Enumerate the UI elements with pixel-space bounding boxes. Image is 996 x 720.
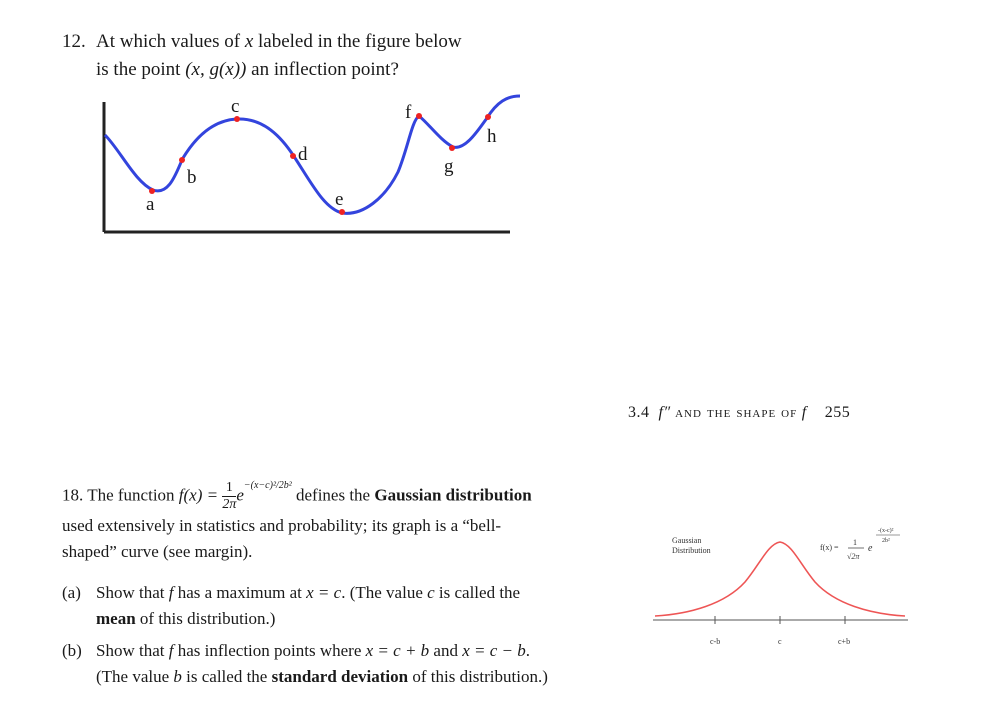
text-segment: has inflection points where: [173, 641, 366, 660]
part-a-line-2: [96, 606, 616, 632]
problem-text: [96, 28, 576, 84]
bold-term: Gaussian distribution: [374, 485, 532, 505]
bold-term: mean: [96, 609, 136, 628]
fraction-denominator: 2π: [222, 497, 237, 512]
point-b: [179, 157, 185, 163]
header-math: f″: [658, 404, 671, 421]
text-segment: is the point: [96, 59, 186, 80]
label-d: d: [298, 144, 308, 165]
math-expression: (x, g(x)): [185, 59, 247, 80]
part-label: (a): [62, 583, 81, 602]
point-g: [449, 145, 455, 151]
problem-18: [62, 480, 622, 565]
bold-term: standard deviation: [271, 667, 409, 686]
section-title: and the shape of: [675, 404, 798, 421]
text-segment: Show that: [96, 641, 169, 660]
text-segment: has a maximum at: [173, 583, 307, 602]
math-variable: f: [168, 583, 174, 602]
part-b-line-2: [96, 664, 616, 690]
part-b-line-1: [96, 638, 616, 664]
text-segment: Show that: [96, 583, 169, 602]
text-segment: .: [525, 641, 531, 660]
label-b: b: [187, 167, 197, 188]
formula-exp-num: -(x-c)²: [878, 528, 894, 534]
text-segment: and: [429, 641, 463, 660]
text-segment: . (The value: [341, 583, 428, 602]
point-f: [416, 113, 422, 119]
math-e: e: [236, 485, 244, 505]
tick-label-c-minus-b: c-b: [710, 637, 721, 646]
problem-line-3: shaped” curve (see margin).: [62, 542, 253, 561]
math-expression: x = c − b: [462, 641, 526, 660]
label-g: g: [444, 156, 454, 177]
math-variable: f: [168, 641, 174, 660]
part-label: (b): [62, 641, 82, 660]
point-d: [290, 153, 296, 159]
text-segment: of this distribution.): [135, 609, 276, 628]
text-segment: an inflection point?: [246, 59, 399, 80]
problem-line-1: [62, 480, 622, 513]
problem-line-1: [96, 28, 576, 56]
label-a: a: [146, 194, 155, 215]
label-e: e: [335, 189, 344, 210]
page-header: [628, 404, 850, 422]
problem-line-2: used extensively in statistics and probability; its graph is a “bell-: [62, 516, 502, 535]
part-b-text: [96, 638, 616, 690]
math-expression: f(x) =: [178, 485, 219, 505]
text-segment: At which values of: [96, 31, 245, 52]
figure-title-line-2: Distribution: [672, 546, 711, 555]
problem-number: 18.: [62, 485, 84, 505]
text-segment: The function: [87, 485, 179, 505]
tick-label-c-plus-b: c+b: [838, 637, 851, 646]
math-exponent: −(x−c)²/2b²: [243, 480, 292, 492]
fraction-numerator: 1: [222, 480, 236, 497]
math-variable: x: [244, 31, 254, 52]
text-segment: (The value: [96, 667, 174, 686]
text-segment: labeled in the figure below: [253, 31, 462, 52]
label-h: h: [487, 126, 497, 147]
math-expression: x = c: [306, 583, 342, 602]
point-h: [485, 114, 491, 120]
formula-lhs: f(x) =: [820, 543, 839, 552]
math-variable: c: [427, 583, 435, 602]
part-a-text: [96, 580, 616, 632]
math-expression: x = c + b: [365, 641, 430, 660]
figure-title-line-1: Gaussian: [672, 536, 702, 545]
formula-denominator: √2π: [847, 552, 860, 561]
g-curve: [105, 96, 520, 213]
gaussian-margin-figure: [650, 520, 920, 660]
section-number: 3.4: [628, 404, 650, 421]
labeled-points: [149, 113, 491, 215]
problem-line-2: [96, 56, 576, 84]
text-segment: of this distribution.): [408, 667, 548, 686]
math-variable: b: [173, 667, 182, 686]
text-segment: is called the: [434, 583, 521, 602]
page-number: 255: [824, 404, 851, 421]
formula-e: e: [868, 543, 873, 554]
tick-label-c: c: [778, 637, 782, 646]
part-b: [62, 638, 82, 664]
text-segment: defines the: [291, 485, 375, 505]
label-f: f: [405, 102, 412, 123]
formula-numerator: 1: [853, 538, 857, 547]
part-a-line-1: [96, 580, 616, 606]
inflection-figure: [95, 90, 535, 240]
formula-exp-den: 2b²: [882, 538, 890, 544]
problem-number: 12.: [62, 31, 86, 52]
label-c: c: [231, 96, 240, 117]
text-segment: is called the: [181, 667, 272, 686]
header-math: f: [801, 404, 807, 421]
fraction: [222, 480, 236, 513]
part-a: [62, 580, 81, 606]
